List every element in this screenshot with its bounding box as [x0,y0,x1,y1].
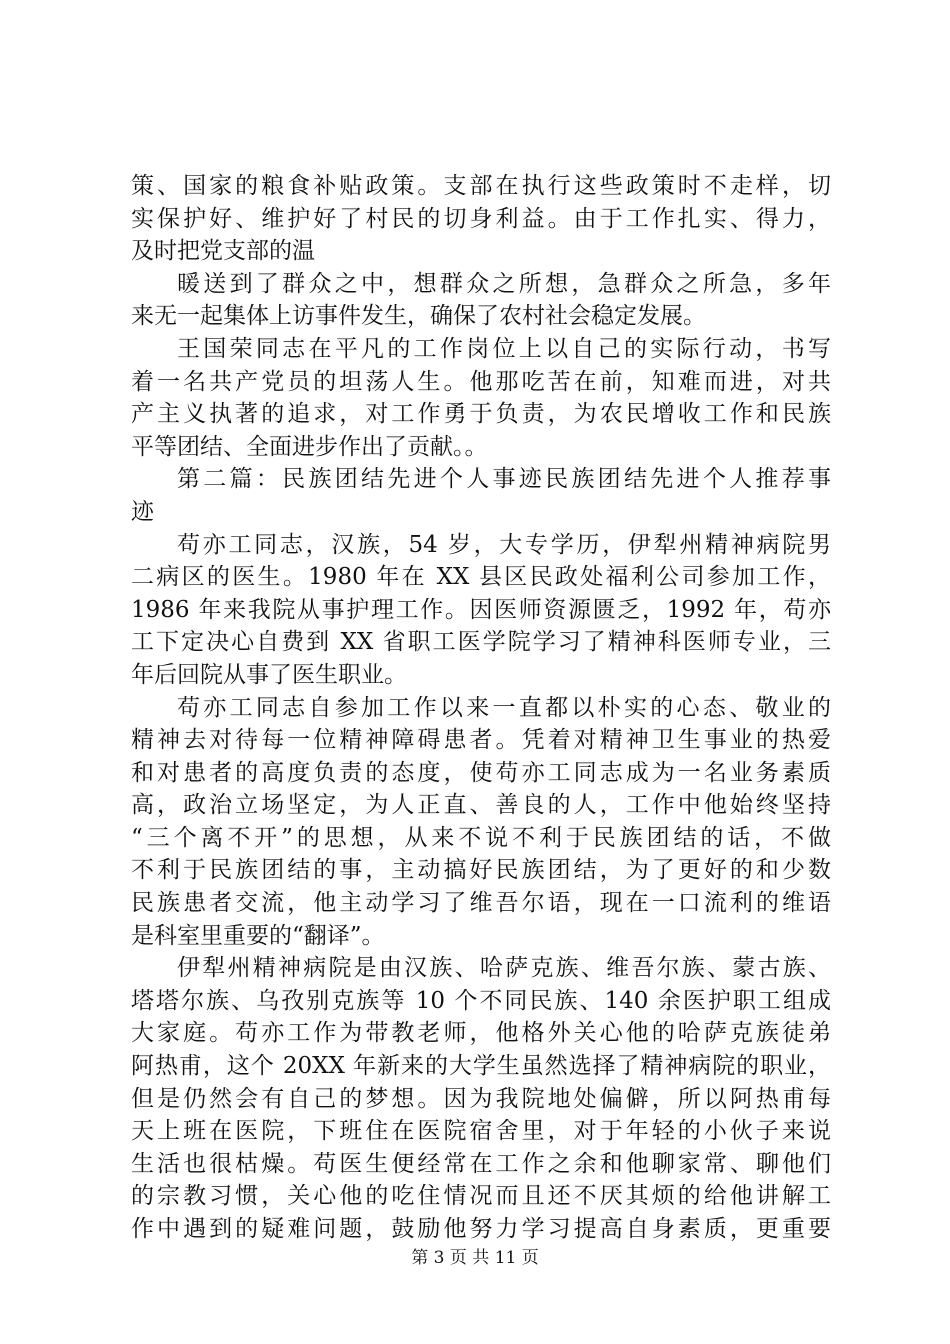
text-line: 产主义执著的追求，对工作勇于负责，为农民增收工作和民族 [131,401,831,428]
text-line: 高，政治立场坚定，为人正直、善良的人，工作中他始终坚持 [131,792,831,819]
text-line: 工下定决心自费到 XX 省职工医学院学习了精神科医师专业，三 [131,629,831,656]
text-line: 精神去对待每一位精神障碍患者。凭着对精神卫生事业的热爱 [131,727,831,754]
text-line: 苟亦工同志自参加工作以来一直都以朴实的心态、敬业的 [177,694,831,721]
text-line: 作中遇到的疑难问题，鼓励他努力学习提高自身素质，更重要 [131,1216,831,1242]
text-line: 年后回院从事了医生职业。 [131,661,407,688]
text-line: 第二篇：民族团结先进个人事迹民族团结先进个人推荐事 [177,466,831,493]
text-line: 是科室里重要的“翻译”。 [131,922,385,949]
text-line: 策、国家的粮食补贴政策。支部在执行这些政策时不走样，切 [131,173,831,199]
text-line: “三个离不开”的思想，从来不说不利于民族团结的话，不做 [131,824,831,851]
text-line: 民族患者交流，他主动学习了维吾尔语，现在一口流利的维语 [131,890,831,917]
text-line: 大家庭。苟亦工作为带教老师，他格外关心他的哈萨克族徒弟 [131,1020,831,1047]
text-line: 及时把党支部的温 [131,238,315,265]
text-line: 迹 [131,498,154,525]
text-line: 暖送到了群众之中，想群众之所想，急群众之所急，多年 [177,270,831,297]
text-line: 王国荣同志在平凡的工作岗位上以自己的实际行动，书写 [177,335,831,362]
text-line: 生活也很枯燥。苟医生便经常在工作之余和他聊家常、聊他们 [131,1150,831,1177]
text-line: 天上班在医院，下班住在医院宿舍里，对于年轻的小伙子来说 [131,1118,831,1145]
text-line: 1986 年来我院从事护理工作。因医师资源匮乏，1992 年，苟亦 [131,596,831,623]
text-line: 和对患者的高度负责的态度，使苟亦工同志成为一名业务素质 [131,759,831,786]
text-line: 阿热甫，这个 20XX 年新来的大学生虽然选择了精神病院的职业， [131,1053,831,1080]
text-line: 实保护好、维护好了村民的切身利益。由于工作扎实、得力， [131,205,831,232]
text-line: 的宗教习惯，关心他的吃住情况而且还不厌其烦的给他讲解工 [131,1183,831,1210]
page-footer: 第 3 页 共 11 页 [411,1248,539,1268]
text-line: 平等团结、全面进步作出了贡献。。 [131,433,488,460]
text-line: 但是仍然会有自己的梦想。因为我院地处偏僻，所以阿热甫每 [131,1085,831,1112]
text-line: 来无一起集体上访事件发生，确保了农村社会稳定发展。 [131,303,706,330]
text-line: 着一名共产党员的坦荡人生。他那吃苦在前，知难而进，对共 [131,368,831,395]
text-line: 二病区的医生。1980 年在 XX 县区民政处福利公司参加工作， [131,564,831,591]
text-line: 苟亦工同志，汉族，54 岁，大专学历，伊犁州精神病院男 [177,531,831,558]
document-body [131,170,831,1246]
text-line: 伊犁州精神病院是由汉族、哈萨克族、维吾尔族、蒙古族、 [177,955,831,982]
text-line: 不利于民族团结的事，主动搞好民族团结，为了更好的和少数 [131,857,831,884]
text-line: 塔塔尔族、乌孜别克族等 10 个不同民族、140 余医护职工组成 [131,987,831,1014]
